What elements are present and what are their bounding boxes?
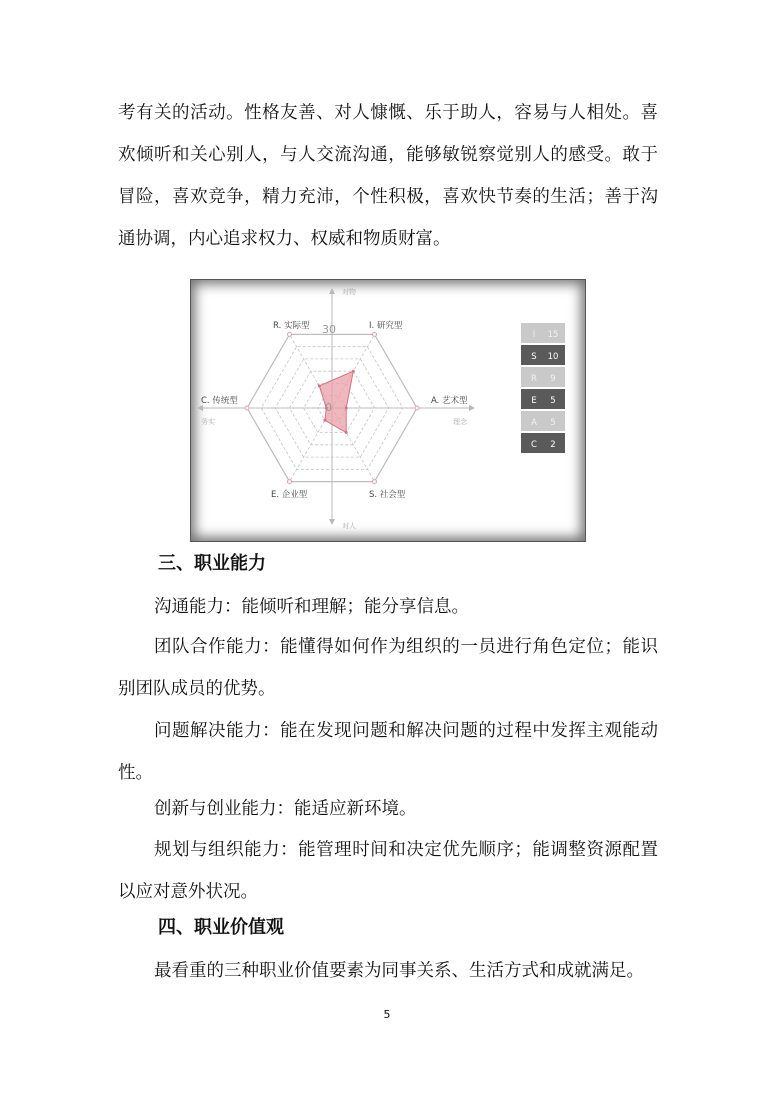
axis-label-right: 理念 <box>453 418 467 426</box>
axis-label-bottom: 对人 <box>342 522 356 530</box>
legend-value-i: 15 <box>547 330 559 340</box>
values-paragraph: 最看重的三种职业价值要素为同事关系、生活方式和成就满足。 <box>154 961 644 981</box>
legend-box-r <box>521 367 565 387</box>
axis-arrow-top <box>329 288 335 294</box>
legend-code-e: E <box>531 396 537 406</box>
legend-box-a <box>521 411 565 431</box>
ability-item-innovation: 创新与创业能力：能适应新环境。 <box>154 799 417 819</box>
radar-data-point-r <box>318 384 321 387</box>
radar-vertex-dot <box>288 332 292 336</box>
radar-category-label-i: I. 研究型 <box>369 321 403 331</box>
radar-data-point-a <box>345 407 348 410</box>
legend-code-c: C <box>531 440 537 450</box>
ability-item-planning: 规划与组织能力：能管理时间和决定优先顺序；能调整资源配置以应对意外状况。 <box>118 840 658 902</box>
radar-vertex-dot <box>373 332 377 336</box>
radar-category-label-s: S. 社会型 <box>369 490 406 500</box>
radar-category-label-r: R. 实际型 <box>273 321 310 331</box>
ability-item-communication: 沟通能力：能倾听和理解；能分享信息。 <box>154 597 469 617</box>
page-number: 5 <box>383 1008 391 1021</box>
radar-category-label-c: C. 传统型 <box>201 396 238 406</box>
legend-code-i: I <box>532 330 536 340</box>
legend-value-e: 5 <box>550 396 556 406</box>
radar-category-label-e: E. 企业型 <box>271 490 308 500</box>
radar-data-point-i <box>352 370 355 373</box>
legend-value-c: 2 <box>550 440 556 450</box>
legend-value-r: 9 <box>550 374 556 384</box>
legend-box-c <box>521 433 565 453</box>
legend-code-r: R <box>531 374 537 384</box>
ability-item-teamwork: 团队合作能力：能懂得如何作为组织的一员进行角色定位；能识别团队成员的优势。 <box>118 637 658 699</box>
radar-data-point-s <box>345 431 348 434</box>
legend-code-s: S <box>531 352 537 362</box>
legend-box-e <box>521 389 565 409</box>
legend-value-a: 5 <box>550 418 556 428</box>
scale-max-label: 30 <box>322 323 336 336</box>
radar-category-label-a: A. 艺术型 <box>431 396 468 406</box>
section4-title: 四、职业价值观 <box>158 917 284 938</box>
radar-vertex-dot <box>415 406 419 410</box>
axis-label-left: 务实 <box>201 418 215 426</box>
radar-vertex-dot <box>288 480 292 484</box>
radar-vertex-dot <box>373 480 377 484</box>
legend-code-a: A <box>531 418 537 428</box>
ability-item-problem-solving: 问题解决能力：能在发现问题和解决问题的过程中发挥主观能动性。 <box>118 721 658 783</box>
axis-label-top: 对物 <box>342 288 356 296</box>
scale-min-label: 0 <box>325 401 332 414</box>
radar-vertex-dot <box>245 406 249 410</box>
radar-chart <box>191 280 587 543</box>
legend-value-s: 10 <box>547 352 559 362</box>
axis-arrow-right <box>469 405 475 411</box>
intro-paragraph: 考有关的活动。性格友善、对人慷慨、乐于助人，容易与人相处。喜欢倾听和关心别人，与人交流沟通，能够敏锐察觉别人的感受。敢于冒险，喜欢竞争，精力充沛，个性积极，喜欢快节奏的生活；善于沟通协调，内心追求权力、权威和物质财富。 <box>118 103 658 249</box>
radar-data-point-e <box>323 419 326 422</box>
axis-arrow-bottom <box>329 519 335 525</box>
holland-radar-figure <box>190 279 586 542</box>
section3-title: 三、职业能力 <box>158 553 266 574</box>
